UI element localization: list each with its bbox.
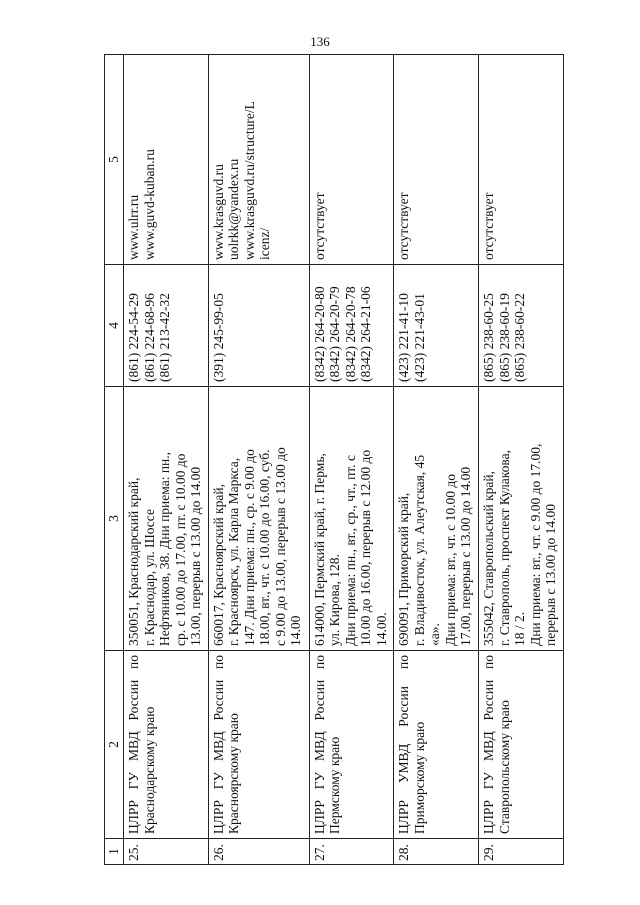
column-number-row [105,55,124,865]
phone-number: (8342) 264-21-06 [358,286,374,382]
address-line: ул. Кирова, 128. [327,554,343,646]
web-line: icenz/ [257,227,273,260]
phone-number: (865) 238-60-19 [496,293,512,382]
address-line: 660017, Красноярский край, [210,484,226,646]
phone-numbers [124,265,209,387]
address-line: 350051, Краснодарский край, [126,477,141,646]
row-number: 25. [124,839,209,865]
phone-number: (391) 245-99-05 [210,293,226,382]
row-number: 29. [479,839,564,865]
organization-name: ЦЛРР ГУ МВД России по Краснодарскому краю [124,651,209,839]
address-line: г. Владивосток, ул. Алеутская, 45 [411,454,427,646]
address-line: перерыв с 13.00 до 14.00 [543,503,559,646]
table-row [394,55,479,865]
address-line: 18.00, вт., чт. с 10.00 до 16.00, суб. [257,449,273,646]
web-line: отсутствует [481,192,497,260]
organization-name: ЦЛРР ГУ МВД России по Пермскому краю [309,651,394,839]
licensing-centers-table [104,54,564,865]
phone-number: (861) 213-42-32 [157,293,172,382]
row-number: 27. [309,839,394,865]
table-row [208,55,309,865]
phone-numbers [208,265,309,387]
phone-numbers [394,265,479,387]
phone-number: (865) 238-60-22 [512,293,528,382]
address-line: г. Красноярск, ул. Карла Маркса, [226,457,242,646]
row-number: 28. [394,839,479,865]
column-number: 2 [105,651,124,839]
column-number: 3 [105,387,124,651]
web-and-email [124,55,209,265]
address-line: Дни приема: пн., вт., ср., чт., пт. с [342,455,358,646]
address-and-hours [394,387,479,651]
phone-number: (8342) 264-20-80 [311,286,327,382]
address-line: 13.00, перерыв с 13.00 до 14.00 [188,466,203,646]
address-line: г. Ставрополь, проспект Кулакова, [496,450,512,646]
organization-name: ЦЛРР УМВД России по Приморскому краю [394,651,479,839]
column-number: 1 [105,839,124,865]
web-and-email [208,55,309,265]
phone-number: (861) 224-54-29 [126,293,141,382]
address-line: г. Краснодар, ул. Шоссе [141,509,157,646]
rotated-table-wrapper [104,55,564,865]
address-line: 14.00 [288,615,304,646]
table-row [479,55,564,865]
address-and-hours [208,387,309,651]
address-line: Нефтяников, 38. Дни приема: пн., [157,451,172,646]
web-line: отсутствует [311,192,327,260]
web-line: uolrkk@yandex.ru [226,158,242,260]
phone-numbers [309,265,394,387]
phone-number: (423) 221-41-10 [396,293,412,382]
address-line: Дни приема: вт., чт. с 9.00 до 17.00, [527,443,543,646]
phone-number: (861) 224-68-96 [141,293,157,382]
web-line: www.krasguvd.ru [210,164,226,260]
organization-name: ЦЛРР ГУ МВД России по Ставропольскому краю [479,651,564,839]
phone-number: (8342) 264-20-78 [342,286,358,382]
web-and-email [309,55,394,265]
address-line: с 9.00 до 13.00, перерыв с 13.00 до [272,447,288,646]
web-and-email [394,55,479,265]
page-number: 136 [310,34,330,49]
address-line: 614000, Пермский край, г. Пермь, [311,453,327,646]
web-line: www.guvd-kuban.ru [141,149,157,260]
row-number: 26. [208,839,309,865]
address-line: 690091, Приморский край, [396,492,412,646]
web-and-email [479,55,564,265]
phone-number: (8342) 264-20-79 [327,286,343,382]
phone-number: (865) 238-60-25 [481,293,497,382]
address-line: 18 / 2. [512,611,528,646]
address-and-hours [309,387,394,651]
column-number: 4 [105,265,124,387]
web-line: www.krasguvd.ru/structure/L [241,101,257,260]
address-line: 10.00 до 16.00, перерыв с 12.00 до [358,449,374,646]
address-and-hours [124,387,209,651]
table-row [124,55,209,865]
address-line: Дни приема: вт., чт. с 10.00 до [442,474,458,646]
phone-numbers [479,265,564,387]
column-number: 5 [105,55,124,265]
address-line: 355042, Ставропольский край, [481,471,497,646]
web-line: отсутствует [396,192,412,260]
table-row [309,55,394,865]
address-line: ср. с 10.00 до 17.00, пт. с 10.00 до [172,453,188,646]
address-line: 147. Дни приема: пн., ср. с 9.00 до [241,449,257,646]
organization-name: ЦЛРР ГУ МВД России по Красноярскому краю [208,651,309,839]
address-line: «а». [427,623,443,646]
address-and-hours [479,387,564,651]
web-line: www.ulrr.ru [126,194,141,260]
table-body [124,55,564,865]
address-line: 14.00. [373,612,389,646]
phone-number: (423) 221-43-01 [411,293,427,382]
address-line: 17.00, перерыв с 13.00 до 14.00 [458,466,474,646]
